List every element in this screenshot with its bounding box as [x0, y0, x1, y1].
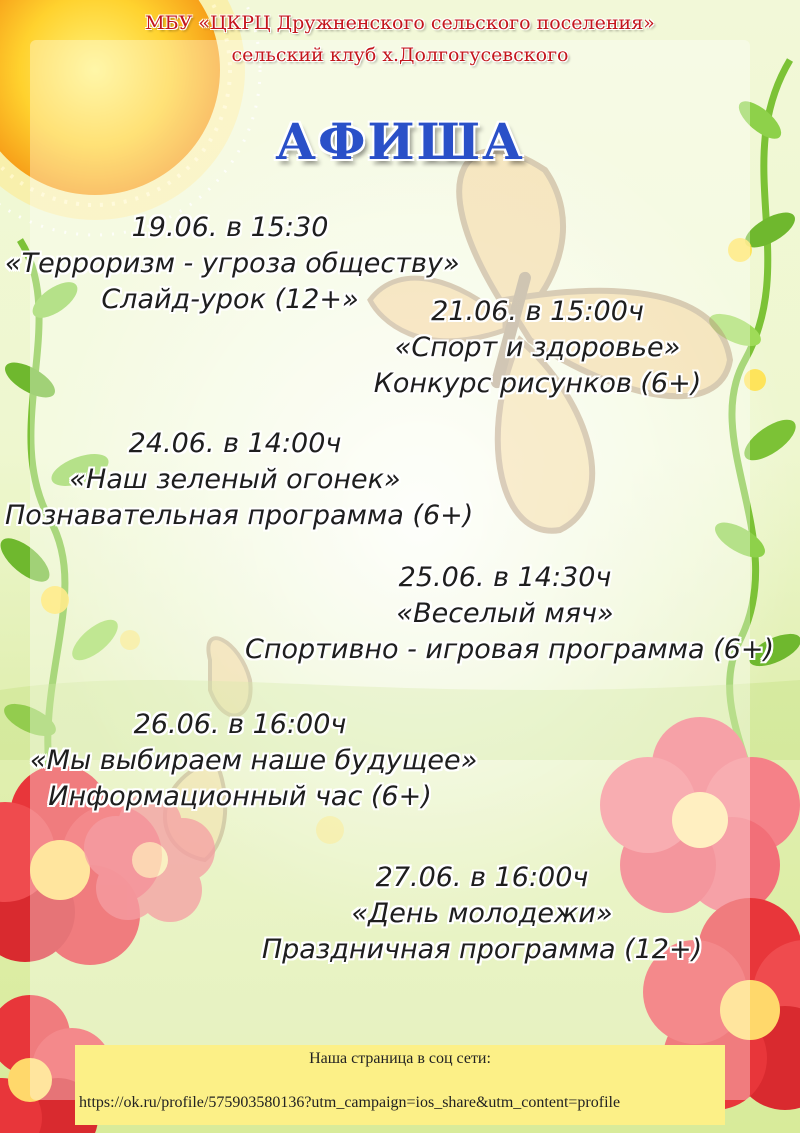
event-title: «День молодежи»: [351, 898, 613, 929]
event-date: 19.06. в 15:30: [131, 212, 329, 243]
event-date: 24.06. в 14:00ч: [128, 428, 342, 459]
event-title: «Спорт и здоровье»: [394, 332, 681, 363]
event-format: Праздничная программа (12+): [261, 934, 703, 965]
event-date: 26.06. в 16:00ч: [133, 709, 347, 740]
event-format: Конкурс рисунков (6+): [373, 368, 702, 399]
event-format: Слайд-урок (12+»: [101, 284, 359, 315]
organization-name: МБУ «ЦКРЦ Дружненского сельского поселения»: [145, 12, 655, 34]
event-title: «Наш зеленый огонек»: [69, 464, 401, 495]
event-format: Информационный час (6+): [48, 781, 432, 812]
event-title: «Терроризм - угроза обществу»: [5, 248, 460, 279]
event-title: «Веселый мяч»: [396, 598, 614, 629]
event-item: [258, 860, 706, 968]
event-item: [5, 426, 474, 534]
event-date: 25.06. в 14:30ч: [398, 562, 612, 593]
event-title: «Мы выбираем наше будущее»: [30, 745, 478, 776]
event-format: Спортивно - игровая программа (6+): [245, 634, 775, 665]
event-item: [350, 294, 725, 402]
event-format: Познавательная программа (6+): [5, 500, 474, 531]
poster-title: АФИША: [275, 112, 525, 171]
event-item: [245, 560, 775, 668]
social-caption: Наша страница в соц сети:: [309, 1050, 491, 1067]
event-item: [30, 707, 478, 815]
club-name: сельский клуб х.Долгогусевского: [231, 44, 569, 66]
social-link[interactable]: https://ok.ru/profile/575903580136?utm_campaign=ios_share&utm_content=profile: [79, 1094, 621, 1111]
event-date: 21.06. в 15:00ч: [431, 296, 644, 327]
event-date: 27.06. в 16:00ч: [375, 862, 589, 893]
social-footer: [75, 1045, 725, 1125]
